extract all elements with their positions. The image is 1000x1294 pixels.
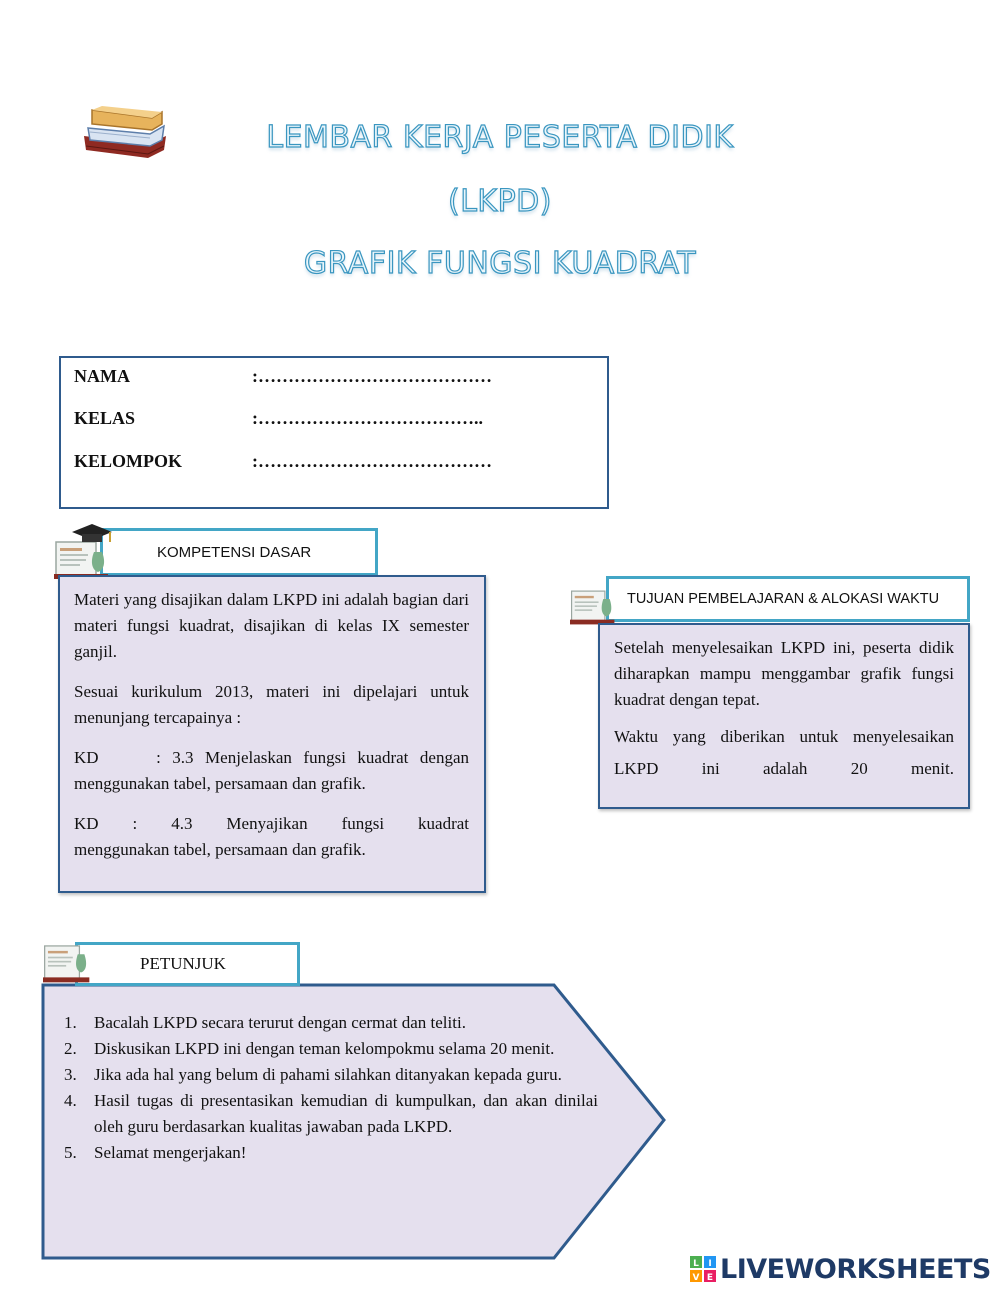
- tujuan-paragraph-2: Waktu yang diberikan untuk menyelesaikan LKPD ini adalah 20 menit.: [614, 727, 954, 778]
- kompetensi-panel: [58, 575, 486, 893]
- liveworksheets-brand-text[interactable]: LIVEWORKSHEETS: [720, 1253, 991, 1285]
- list-item-number: 2.: [64, 1039, 77, 1058]
- kompetensi-kd-4-3: KD : 4.3 Menyajikan fungsi kuadrat menggunakan tabel, persamaan dan grafik.: [74, 814, 474, 859]
- kelas-label: KELAS: [74, 408, 136, 428]
- petunjuk-tab-label: PETUNJUK: [140, 954, 226, 973]
- liveworksheets-logo-icon: [690, 1256, 716, 1282]
- list-item-number: 3.: [64, 1065, 77, 1084]
- certificate-icon: [566, 580, 620, 626]
- kelas-field[interactable]: :………………………………..: [252, 408, 483, 428]
- identity-box: [59, 356, 609, 509]
- kompetensi-paragraph-1: Materi yang disajikan dalam LKPD ini adalah bagian dari materi fungsi kuadrat, disajikan di kelas IX semester ganjil.: [74, 590, 469, 661]
- list-item: [60, 1088, 598, 1140]
- list-item-text: Diskusikan LKPD ini dengan teman kelompokmu selama 20 menit.: [94, 1039, 555, 1058]
- svg-text:E: E: [706, 1273, 714, 1282]
- liveworksheets-logo: [690, 1252, 991, 1286]
- svg-text:I: I: [708, 1259, 712, 1269]
- list-item-text: Jika ada hal yang belum di pahami silahkan ditanyakan kepada guru.: [94, 1065, 562, 1084]
- svg-text:V: V: [692, 1273, 700, 1282]
- kompetensi-tab: [100, 528, 378, 576]
- tujuan-tab-label: TUJUAN PEMBELAJARAN & ALOKASI WAKTU: [627, 591, 940, 607]
- graduation-certificate-icon: [52, 522, 114, 580]
- title-line-2: (LKPD): [448, 184, 552, 219]
- petunjuk-tab: [75, 942, 300, 986]
- list-item-number: 4.: [64, 1091, 77, 1110]
- kompetensi-paragraph-2: Sesuai kurikulum 2013, materi ini dipelajari untuk menunjang tercapainya :: [74, 682, 469, 727]
- tujuan-panel: [598, 623, 970, 809]
- list-item-text: Selamat mengerjakan!: [94, 1143, 247, 1162]
- kompetensi-kd-3-3: KD : 3.3 Menjelaskan fungsi kuadrat dengan menggunakan tabel, persamaan dan grafik.: [74, 748, 474, 793]
- certificate-icon: [38, 936, 96, 984]
- title-line-1: LEMBAR KERJA PESERTA DIDIK: [266, 120, 734, 155]
- svg-text:L: L: [693, 1259, 699, 1269]
- tujuan-tab: [606, 576, 970, 622]
- tujuan-paragraph-1: Setelah menyelesaikan LKPD ini, peserta didik diharapkan mampu menggambar grafik fungsi kuadrat dengan tepat.: [614, 638, 963, 709]
- nama-label: NAMA: [74, 366, 130, 386]
- list-item-text: Bacalah LKPD secara terurut dengan cermat dan teliti.: [94, 1013, 466, 1032]
- petunjuk-list: [60, 1010, 598, 1166]
- list-item: [60, 1010, 598, 1036]
- books-icon: [78, 106, 170, 168]
- list-item-number: 1.: [64, 1013, 77, 1032]
- title-line-3: GRAFIK FUNGSI KUADRAT: [303, 246, 697, 281]
- kompetensi-tab-label: KOMPETENSI DASAR: [157, 543, 312, 561]
- nama-field[interactable]: :…………………………………: [252, 366, 492, 386]
- list-item-text: Hasil tugas di presentasikan kemudian di kumpulkan, dan akan dinilai oleh guru berdasarkan kualitas jawaban pada LKPD.: [94, 1091, 598, 1136]
- kelompok-field[interactable]: :…………………………………: [252, 451, 492, 471]
- list-item: [60, 1036, 598, 1062]
- list-item: [60, 1062, 598, 1088]
- list-item-number: 5.: [64, 1143, 77, 1162]
- kelompok-label: KELOMPOK: [74, 451, 182, 471]
- list-item: [60, 1140, 598, 1166]
